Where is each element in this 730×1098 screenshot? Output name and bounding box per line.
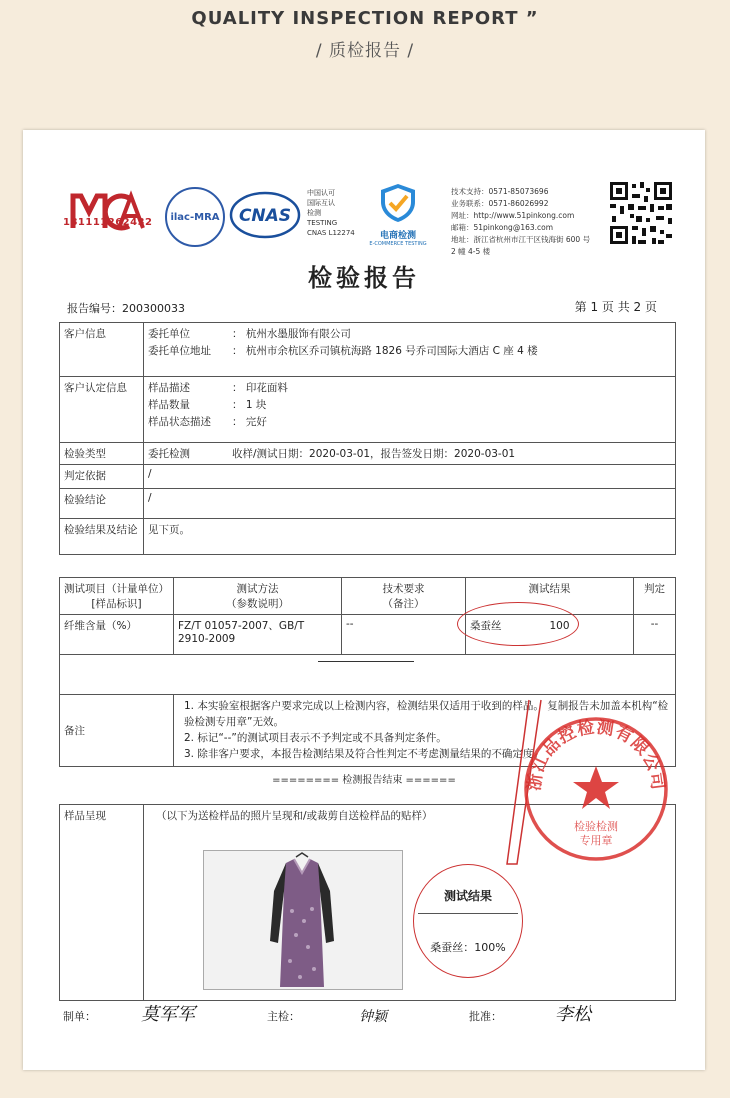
result-bubble — [413, 864, 523, 978]
cnas-text: CNAS — [238, 206, 292, 226]
test-type-row: 检验类型 委托检测 收样/测试日期：2020-03-01，报告签发日期：2020-03-01 — [60, 443, 676, 465]
bubble-divider — [418, 913, 518, 914]
checker-signature: 钟颖 — [359, 1009, 387, 1025]
contact-info: 技术支持：0571-85073696 业务联系：0571-86026992 网址：http://www.51pinkong.com 邮箱：51pinkong@163.com 地址：浙江省杭州市江干区钱海街 600 号 2 幢 4-5 楼 — [451, 187, 591, 256]
bubble-title: 测试结果 — [443, 889, 492, 903]
header-title: QUALITY INSPECTION REPORT ” — [191, 8, 539, 29]
maker-label: 制单： — [63, 1010, 96, 1023]
header-judgement: 判定 — [634, 578, 676, 615]
results-blank-row — [60, 655, 676, 695]
client-section-label: 客户信息 — [60, 323, 144, 377]
maker-signature: 莫军军 — [141, 1004, 195, 1025]
client-info-table — [59, 322, 676, 555]
report-number: 报告编号：200300033 — [67, 302, 185, 315]
qr-code[interactable] — [608, 180, 674, 246]
bubble-value: 桑蚕丝：100% — [430, 941, 506, 954]
header-method: 测试方法 （参数说明） — [174, 578, 342, 615]
svg-text:检验检测: 检验检测 — [574, 820, 618, 833]
remarks-content: 1. 本实验室根据客户要求完成以上检测内容，检测结果仅适用于收到的样品。 复制报告未加盖本机构“检验检测专用章”无效。 2. 标记“--”的测试项目表示不予判定或不具备判定条件。 3. 除非客户要求，本报告检测结果及符合性判定不考虑测量结果的不确定度。 — [174, 695, 676, 767]
accreditation-text: 中国认可 国际互认 检测 TESTING CNAS L12274 — [307, 189, 355, 237]
ecommerce-testing-logo: 电商检测 E-COMMERCE TESTING — [363, 182, 433, 247]
results-header-row — [60, 578, 676, 615]
sample-note: （以下为送检样品的照片呈现和/或裁剪自送检样品的贴样） — [144, 805, 676, 1001]
shield-check-icon — [378, 182, 418, 224]
results-data-row — [60, 615, 676, 655]
report-title: 检验报告 — [308, 263, 420, 292]
header-result: 测试结果 — [466, 578, 634, 615]
dress-image — [204, 851, 402, 989]
remarks-label: 备注 — [60, 695, 174, 767]
test-dates: 收样/测试日期：2020-03-01，报告签发日期：2020-03-01 — [232, 448, 516, 460]
client-address: ： 杭州市余杭区乔司镇杭海路 1826 号乔司国际大酒店 C 座 4 楼 — [232, 345, 538, 357]
sample-label: 样品呈现 — [60, 805, 144, 1001]
result-highlight-circle — [457, 602, 579, 646]
approver-signature: 李松 — [555, 1004, 591, 1025]
client-org: ： 杭州水墨服饰有限公司 — [232, 328, 351, 340]
cnas-logo — [229, 190, 301, 240]
cell-method: FZ/T 01057-2007、GB/T 2910-2009 — [174, 615, 342, 655]
conclusion-row: 检验结论 / — [60, 489, 676, 519]
svg-text:专用章: 专用章 — [579, 834, 613, 847]
header-requirement: 技术要求 （备注） — [342, 578, 466, 615]
divider — [318, 661, 414, 662]
report-end-line: ======== 检测报告结束 ====== — [272, 775, 456, 786]
cell-judgement: -- — [634, 615, 676, 655]
confirm-row — [60, 377, 676, 443]
cma-logo — [67, 190, 149, 238]
logo-strip — [63, 172, 673, 256]
header-item: 测试项目（计量单位） [样品标识] — [60, 578, 174, 615]
inspection-seal — [521, 714, 671, 864]
client-row — [60, 323, 676, 377]
seal-star-icon — [573, 766, 619, 809]
report-paper — [23, 130, 705, 1070]
checker-label: 主检： — [267, 1010, 300, 1023]
basis-row: 判定依据 / — [60, 465, 676, 489]
ilac-mra-logo: ilac-MRA — [165, 187, 225, 247]
cell-item: 纤维含量（%） — [60, 615, 174, 655]
sample-photo — [203, 850, 403, 990]
approver-label: 批准： — [469, 1010, 502, 1023]
confirm-details: 样品描述 ： 印花面料 样品数量 ： 1 块 样品状态描述 ： 完好 — [144, 377, 676, 443]
cell-requirement: -- — [342, 615, 466, 655]
results-ref-row: 检验结果及结论 见下页。 — [60, 519, 676, 555]
page-info: 第 1 页 共 2 页 — [574, 300, 657, 314]
test-type-value: 委托检测 — [148, 448, 190, 460]
cell-result: 桑蚕丝 100 — [466, 615, 634, 655]
svg-text:浙江品控检测有限公司: 浙江品控检测有限公司 — [524, 717, 668, 792]
header-subtitle: / 质检报告 / — [315, 41, 415, 61]
confirm-section-label: 客户认定信息 — [60, 377, 144, 443]
cma-number: 181111262432 — [63, 217, 153, 228]
client-details: 委托单位 ： 杭州水墨服饰有限公司 委托单位地址 ： 杭州市余杭区乔司镇杭海路 1826 号乔司国际大酒店 C 座 4 楼 — [144, 323, 676, 377]
